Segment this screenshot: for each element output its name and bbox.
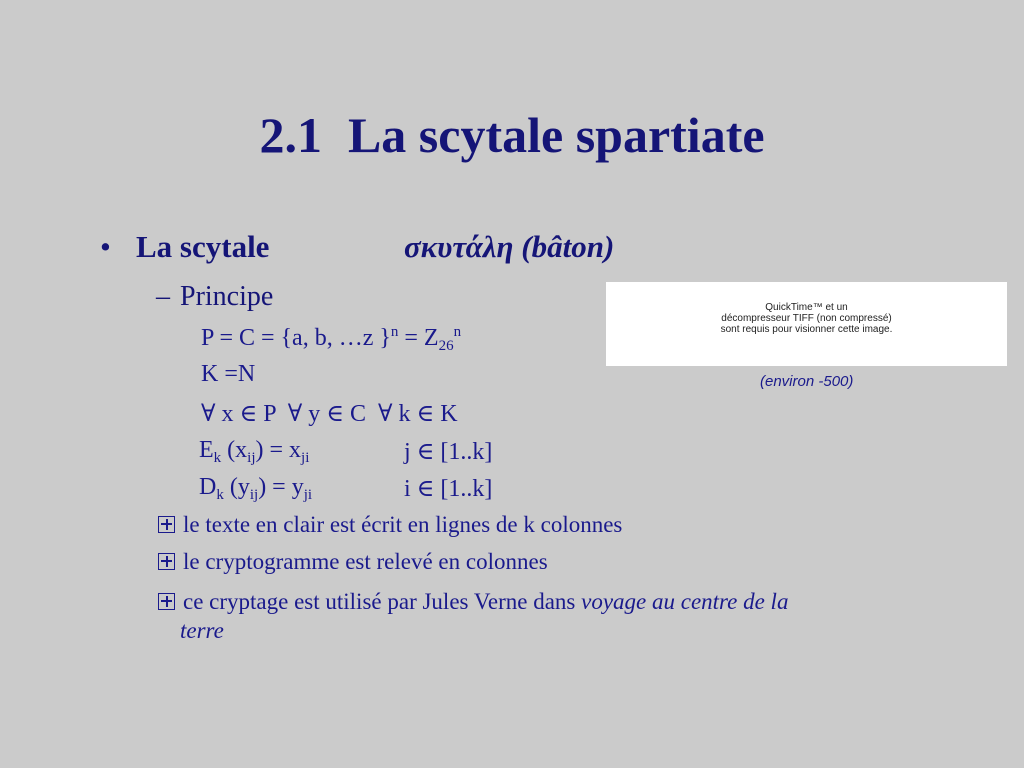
- sub-bullet-marker: –: [156, 281, 170, 312]
- plus-box-icon: [158, 516, 175, 533]
- formula-dk-k: k: [216, 487, 224, 503]
- formula-dk-range: i ∈ [1..k]: [404, 476, 493, 502]
- quicktime-line-1: QuickTime™ et un: [765, 302, 848, 313]
- formula-dk-D: D: [199, 474, 217, 500]
- formula-ek-E: E: [199, 437, 214, 463]
- slide-title: [0, 106, 1024, 164]
- note-3-italic: voyage au centre de la: [581, 589, 789, 614]
- formula-ek-close: ) = x: [255, 437, 302, 463]
- formula-ek-ij: ij: [247, 450, 256, 466]
- formula-pc-sub: 26: [438, 338, 454, 354]
- note-1: [158, 512, 622, 538]
- formula-ek-ji: ji: [301, 450, 310, 466]
- formula-pc-sup2: n: [453, 324, 462, 340]
- note-3-text: ce cryptage est utilisé par Jules Verne dans: [183, 589, 576, 614]
- formula-kn: K =N: [201, 361, 256, 387]
- image-caption: (environ -500): [760, 373, 854, 390]
- quicktime-line-2: décompresseur TIFF (non compressé): [721, 313, 892, 324]
- quicktime-line-3: sont requis pour visionner cette image.: [720, 324, 893, 335]
- title-text: La scytale spartiate: [347, 107, 765, 163]
- formula-ek-open: (x: [221, 437, 248, 463]
- bullet-marker: •: [100, 229, 111, 264]
- formula-ek-range: j ∈ [1..k]: [404, 439, 493, 465]
- plus-box-icon: [158, 553, 175, 570]
- formula-dk-close: ) = y: [258, 474, 304, 500]
- note-3: [158, 589, 788, 615]
- note-2: [158, 549, 548, 575]
- note-2-text: le cryptogramme est relevé en colonnes: [183, 549, 548, 574]
- formula-dk-ji: ji: [303, 487, 313, 503]
- formula-pc: [201, 324, 461, 355]
- formula-dk: [199, 474, 312, 504]
- plus-box-icon: [158, 593, 175, 610]
- bullet-label-text: La scytale: [136, 229, 270, 264]
- formula-dk-open: (y: [223, 474, 250, 500]
- formula-dk-ij: ij: [249, 487, 259, 503]
- note-3-italic-cont: terre: [180, 618, 224, 643]
- formula-ek: [199, 437, 309, 467]
- principe-label: Principe: [180, 281, 274, 312]
- formula-pc-eq: = Z: [398, 325, 439, 351]
- formula-pc-sup1: n: [390, 324, 399, 340]
- title-number: 2.1: [259, 107, 322, 163]
- formula-pc-main: P = C = {a, b, …z }: [201, 325, 391, 351]
- bullet-label: [136, 229, 269, 265]
- formula-forall: ∀ x ∈ P ∀ y ∈ C ∀ k ∈ K: [201, 401, 458, 427]
- note-1-text: le texte en clair est écrit en lignes de k colonnes: [183, 512, 623, 537]
- note-3-continuation: [180, 618, 224, 644]
- greek-term: σκυτάλη (bâton): [404, 229, 615, 264]
- quicktime-placeholder: [606, 282, 1007, 366]
- formula-ek-k: k: [213, 450, 222, 466]
